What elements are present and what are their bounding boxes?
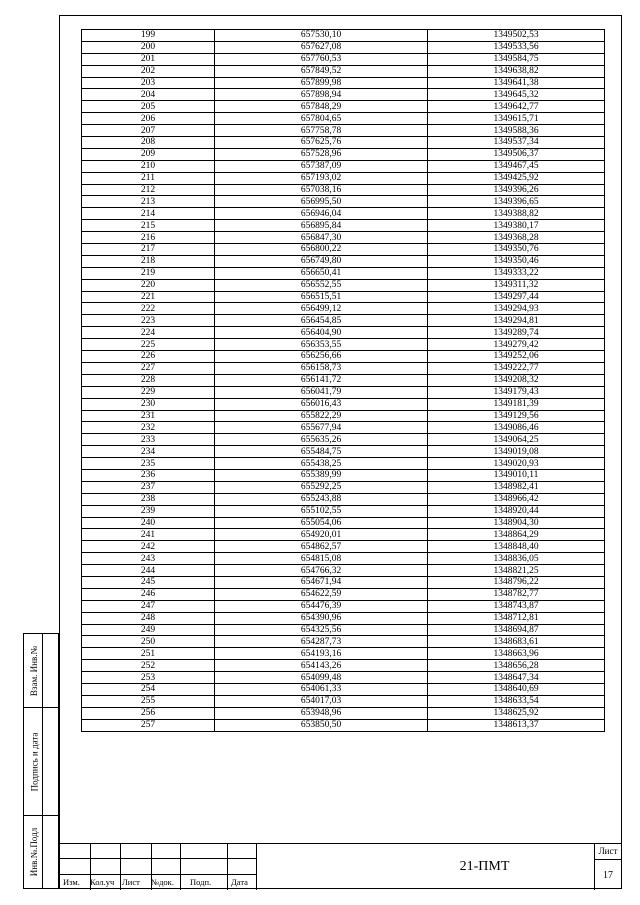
table-row [82,267,605,279]
side-label-inv-original: Инв.№.Подл [29,827,39,877]
point-number-cell: 228 [82,374,215,386]
x-coordinate-cell: 654671,94 [215,576,428,588]
y-coordinate-cell: 1349533,56 [428,41,605,53]
y-coordinate-cell: 1349222,77 [428,362,605,374]
table-row [82,303,605,315]
y-coordinate-cell: 1348848,40 [428,541,605,553]
point-number-cell: 237 [82,481,215,493]
point-number-cell: 242 [82,541,215,553]
table-row [82,707,605,719]
point-number-cell: 220 [82,279,215,291]
table-row [82,113,605,125]
table-row [82,255,605,267]
y-coordinate-cell: 1348782,77 [428,588,605,600]
side-cell-inv-original-value [42,816,58,888]
y-coordinate-cell: 1349179,43 [428,386,605,398]
point-number-cell: 231 [82,410,215,422]
point-number-cell: 209 [82,148,215,160]
point-number-cell: 226 [82,351,215,363]
x-coordinate-cell: 656995,50 [215,196,428,208]
x-coordinate-cell: 654862,57 [215,541,428,553]
point-number-cell: 200 [82,41,215,53]
table-row [82,244,605,256]
y-coordinate-cell: 1349010,11 [428,469,605,481]
side-cell-inv-replace-value [42,634,58,707]
x-coordinate-cell: 657038,16 [215,184,428,196]
table-row [82,339,605,351]
table-row [82,422,605,434]
table-row [82,279,605,291]
point-number-cell: 241 [82,529,215,541]
table-row [82,469,605,481]
x-coordinate-cell: 655822,29 [215,410,428,422]
point-number-cell: 254 [82,683,215,695]
y-coordinate-cell: 1349642,77 [428,101,605,113]
table-row [82,529,605,541]
y-coordinate-cell: 1348613,37 [428,719,605,731]
y-coordinate-cell: 1349425,92 [428,172,605,184]
sheet-label: Лист [598,846,618,856]
x-coordinate-cell: 656515,51 [215,291,428,303]
x-coordinate-cell: 657804,65 [215,113,428,125]
point-number-cell: 207 [82,125,215,137]
x-coordinate-cell: 654766,32 [215,565,428,577]
y-coordinate-cell: 1348796,22 [428,576,605,588]
y-coordinate-cell: 1349129,56 [428,410,605,422]
table-row [82,148,605,160]
side-cell-signature-date-value [42,708,58,815]
table-row [82,315,605,327]
point-number-cell: 208 [82,137,215,149]
point-number-cell: 202 [82,65,215,77]
x-coordinate-cell: 656895,84 [215,220,428,232]
y-coordinate-cell: 1349506,37 [428,148,605,160]
title-block-col-line [227,844,228,890]
x-coordinate-cell: 657899,98 [215,77,428,89]
y-coordinate-cell: 1349396,26 [428,184,605,196]
y-coordinate-cell: 1349279,42 [428,339,605,351]
point-number-cell: 255 [82,695,215,707]
x-coordinate-cell: 654017,03 [215,695,428,707]
point-number-cell: 253 [82,672,215,684]
point-number-cell: 204 [82,89,215,101]
y-coordinate-cell: 1348743,87 [428,600,605,612]
point-number-cell: 223 [82,315,215,327]
x-coordinate-cell: 656847,30 [215,232,428,244]
point-number-cell: 211 [82,172,215,184]
x-coordinate-cell: 656353,55 [215,339,428,351]
table-row [82,41,605,53]
header-podp: Подп. [190,877,212,887]
x-coordinate-cell: 654622,59 [215,588,428,600]
point-number-cell: 199 [82,30,215,42]
x-coordinate-cell: 656016,43 [215,398,428,410]
document-code: 21-ПМТ [459,859,510,874]
y-coordinate-cell: 1348640,69 [428,683,605,695]
point-number-cell: 243 [82,553,215,565]
table-row [82,101,605,113]
point-number-cell: 244 [82,565,215,577]
x-coordinate-cell: 657848,29 [215,101,428,113]
x-coordinate-cell: 657898,94 [215,89,428,101]
y-coordinate-cell: 1348836,05 [428,553,605,565]
y-coordinate-cell: 1349019,08 [428,446,605,458]
table-row [82,65,605,77]
header-data: Дата [231,877,248,887]
point-number-cell: 212 [82,184,215,196]
y-coordinate-cell: 1349638,82 [428,65,605,77]
x-coordinate-cell: 654815,08 [215,553,428,565]
table-row [82,220,605,232]
y-coordinate-cell: 1349181,39 [428,398,605,410]
point-number-cell: 240 [82,517,215,529]
y-coordinate-cell: 1349537,34 [428,137,605,149]
table-row [82,184,605,196]
table-row [82,351,605,363]
x-coordinate-cell: 656158,73 [215,362,428,374]
y-coordinate-cell: 1349641,38 [428,77,605,89]
y-coordinate-cell: 1349588,36 [428,125,605,137]
table-row [82,137,605,149]
y-coordinate-cell: 1348663,96 [428,648,605,660]
x-coordinate-cell: 657625,76 [215,137,428,149]
y-coordinate-cell: 1349645,32 [428,89,605,101]
table-row [82,77,605,89]
header-n-dok: №док. [151,877,174,887]
title-block-col-line [120,844,121,890]
x-coordinate-cell: 657530,10 [215,30,428,42]
x-coordinate-cell: 655635,26 [215,434,428,446]
x-coordinate-cell: 654390,96 [215,612,428,624]
table-row [82,672,605,684]
table-row [82,695,605,707]
x-coordinate-cell: 655102,55 [215,505,428,517]
point-number-cell: 222 [82,303,215,315]
x-coordinate-cell: 655677,94 [215,422,428,434]
x-coordinate-cell: 656800,22 [215,244,428,256]
y-coordinate-cell: 1349208,32 [428,374,605,386]
y-coordinate-cell: 1348683,61 [428,636,605,648]
y-coordinate-cell: 1348647,34 [428,672,605,684]
point-number-cell: 233 [82,434,215,446]
y-coordinate-cell: 1348625,92 [428,707,605,719]
y-coordinate-cell: 1348904,30 [428,517,605,529]
point-number-cell: 232 [82,422,215,434]
y-coordinate-cell: 1349020,93 [428,458,605,470]
table-row [82,386,605,398]
table-row [82,683,605,695]
x-coordinate-cell: 653850,50 [215,719,428,731]
point-number-cell: 230 [82,398,215,410]
y-coordinate-cell: 1349467,45 [428,160,605,172]
table-row [82,600,605,612]
x-coordinate-cell: 654920,01 [215,529,428,541]
point-number-cell: 235 [82,458,215,470]
table-row [82,89,605,101]
x-coordinate-cell: 654287,73 [215,636,428,648]
table-row [82,398,605,410]
point-number-cell: 218 [82,255,215,267]
header-kol-uch: Кол.уч [90,877,115,887]
point-number-cell: 246 [82,588,215,600]
table-row [82,481,605,493]
point-number-cell: 247 [82,600,215,612]
table-row [82,232,605,244]
point-number-cell: 215 [82,220,215,232]
table-row [82,125,605,137]
table-row [82,505,605,517]
y-coordinate-cell: 1349064,25 [428,434,605,446]
table-row [82,291,605,303]
table-row [82,410,605,422]
table-row [82,446,605,458]
table-row [82,612,605,624]
y-coordinate-cell: 1349294,81 [428,315,605,327]
side-cell-signature-date [23,707,59,816]
table-row [82,327,605,339]
y-coordinate-cell: 1349297,44 [428,291,605,303]
point-number-cell: 257 [82,719,215,731]
point-number-cell: 238 [82,493,215,505]
table-row [82,493,605,505]
y-coordinate-cell: 1349294,93 [428,303,605,315]
table-row [82,160,605,172]
table-row [82,624,605,636]
table-row [82,719,605,731]
y-coordinate-cell: 1349252,06 [428,351,605,363]
table-row [82,434,605,446]
side-cell-inv-original [23,815,59,889]
y-coordinate-cell: 1349350,76 [428,244,605,256]
y-coordinate-cell: 1348864,29 [428,529,605,541]
point-number-cell: 234 [82,446,215,458]
y-coordinate-cell: 1348656,28 [428,660,605,672]
x-coordinate-cell: 653948,96 [215,707,428,719]
coordinates-table [81,29,605,732]
x-coordinate-cell: 654476,39 [215,600,428,612]
point-number-cell: 203 [82,77,215,89]
x-coordinate-cell: 656141,72 [215,374,428,386]
table-row [82,53,605,65]
point-number-cell: 216 [82,232,215,244]
x-coordinate-cell: 656256,66 [215,351,428,363]
x-coordinate-cell: 655484,75 [215,446,428,458]
table-row [82,374,605,386]
x-coordinate-cell: 657627,08 [215,41,428,53]
x-coordinate-cell: 654061,33 [215,683,428,695]
point-number-cell: 251 [82,648,215,660]
sheet-number: 17 [594,859,622,890]
title-block-col-line [180,844,181,890]
y-coordinate-cell: 1349380,17 [428,220,605,232]
point-number-cell: 210 [82,160,215,172]
point-number-cell: 256 [82,707,215,719]
point-number-cell: 219 [82,267,215,279]
side-label-inv-replace: Взам. Инв.№ [29,645,39,696]
side-label-signature-date: Подпись и дата [29,732,39,791]
y-coordinate-cell: 1349502,53 [428,30,605,42]
table-row [82,172,605,184]
point-number-cell: 227 [82,362,215,374]
point-number-cell: 250 [82,636,215,648]
point-number-cell: 249 [82,624,215,636]
point-number-cell: 239 [82,505,215,517]
y-coordinate-cell: 1349311,32 [428,279,605,291]
header-list: Лист [122,877,140,887]
point-number-cell: 225 [82,339,215,351]
table-row [82,576,605,588]
x-coordinate-cell: 657758,78 [215,125,428,137]
table-row [82,362,605,374]
table-row [82,565,605,577]
table-row [82,541,605,553]
coordinates-table-body [82,30,605,732]
side-stamp [23,633,59,889]
y-coordinate-cell: 1348694,87 [428,624,605,636]
y-coordinate-cell: 1349368,28 [428,232,605,244]
x-coordinate-cell: 657387,09 [215,160,428,172]
y-coordinate-cell: 1349289,74 [428,327,605,339]
y-coordinate-cell: 1349615,71 [428,113,605,125]
title-block [59,843,622,889]
x-coordinate-cell: 655292,25 [215,481,428,493]
y-coordinate-cell: 1348982,41 [428,481,605,493]
point-number-cell: 213 [82,196,215,208]
y-coordinate-cell: 1348633,54 [428,695,605,707]
table-row [82,588,605,600]
table-row [82,660,605,672]
x-coordinate-cell: 656499,12 [215,303,428,315]
x-coordinate-cell: 656404,90 [215,327,428,339]
x-coordinate-cell: 657193,02 [215,172,428,184]
x-coordinate-cell: 657849,52 [215,65,428,77]
y-coordinate-cell: 1349584,75 [428,53,605,65]
y-coordinate-cell: 1348966,42 [428,493,605,505]
table-row [82,636,605,648]
x-coordinate-cell: 656454,85 [215,315,428,327]
x-coordinate-cell: 656946,04 [215,208,428,220]
point-number-cell: 248 [82,612,215,624]
title-block-col-line [256,844,257,890]
y-coordinate-cell: 1349388,82 [428,208,605,220]
x-coordinate-cell: 655243,88 [215,493,428,505]
x-coordinate-cell: 656552,55 [215,279,428,291]
x-coordinate-cell: 656749,80 [215,255,428,267]
point-number-cell: 245 [82,576,215,588]
point-number-cell: 217 [82,244,215,256]
point-number-cell: 229 [82,386,215,398]
point-number-cell: 201 [82,53,215,65]
x-coordinate-cell: 657528,96 [215,148,428,160]
point-number-cell: 252 [82,660,215,672]
point-number-cell: 214 [82,208,215,220]
table-row [82,30,605,42]
table-row [82,517,605,529]
x-coordinate-cell: 654099,48 [215,672,428,684]
point-number-cell: 221 [82,291,215,303]
point-number-cell: 224 [82,327,215,339]
y-coordinate-cell: 1349350,46 [428,255,605,267]
point-number-cell: 236 [82,469,215,481]
x-coordinate-cell: 655389,99 [215,469,428,481]
table-row [82,196,605,208]
table-row [82,553,605,565]
table-row [82,458,605,470]
x-coordinate-cell: 656041,79 [215,386,428,398]
point-number-cell: 205 [82,101,215,113]
x-coordinate-cell: 654143,26 [215,660,428,672]
y-coordinate-cell: 1349333,22 [428,267,605,279]
y-coordinate-cell: 1348920,44 [428,505,605,517]
side-cell-inv-replace [23,633,59,708]
table-row [82,208,605,220]
x-coordinate-cell: 654325,56 [215,624,428,636]
x-coordinate-cell: 654193,16 [215,648,428,660]
y-coordinate-cell: 1348821,25 [428,565,605,577]
y-coordinate-cell: 1349086,46 [428,422,605,434]
x-coordinate-cell: 655054,06 [215,517,428,529]
y-coordinate-cell: 1349396,65 [428,196,605,208]
point-number-cell: 206 [82,113,215,125]
header-izm: Изм. [63,877,80,887]
x-coordinate-cell: 656650,41 [215,267,428,279]
x-coordinate-cell: 655438,25 [215,458,428,470]
y-coordinate-cell: 1348712,81 [428,612,605,624]
x-coordinate-cell: 657760,53 [215,53,428,65]
table-row [82,648,605,660]
